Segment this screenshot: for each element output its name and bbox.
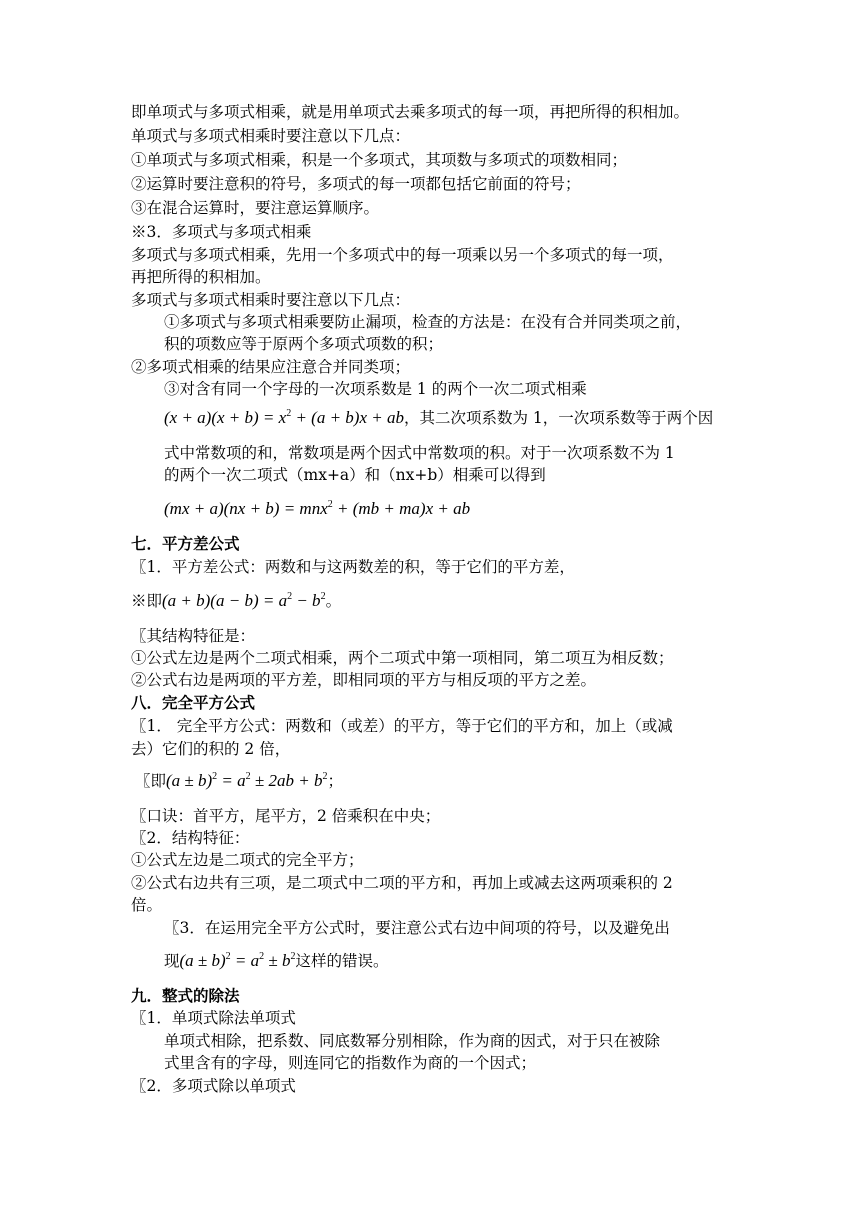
text-line: 多项式与多项式相乘，先用一个多项式中的每一项乘以另一个多项式的每一项， bbox=[131, 246, 674, 264]
formula-line: ※即$(a + b)(a - b) = a^2 - b^2$。 bbox=[131, 591, 342, 610]
formula-common-error: $(a \pm b)^2 = a^2 \pm b^2$ bbox=[179, 951, 296, 970]
text-line: 即单项式与多项式相乘，就是用单项式去乘多项式的每一项，再把所得的积相加。 bbox=[131, 103, 690, 121]
formula-general-binomial-product: (mx + a)(nx + b) = mnx$^2$ + (mb + ma)x + ab bbox=[164, 499, 471, 518]
formula-line: 现$(a \pm b)^2 = a^2 \pm b^2$这样的错误。 bbox=[164, 951, 389, 970]
text-line: 单项式相除，把系数、同底数幂分别相除，作为商的因式，对于只在被除 bbox=[164, 1032, 661, 1050]
text-line: 再把所得的积相加。 bbox=[131, 268, 271, 286]
text-line: 去）它们的积的 2 倍， bbox=[131, 740, 291, 758]
formula-difference-of-squares: $(a + b)(a - b) = a^2 - b^2$ bbox=[162, 591, 326, 610]
text-line: 积的项数应等于原两个多项式项数的积； bbox=[164, 335, 444, 353]
text-line: 〖2．多项式除以单项式 bbox=[131, 1077, 296, 1095]
formula-binomial-product: $(x + a)(x + b) = x^2 + (a + b)x$ + ab bbox=[164, 408, 404, 427]
text-line: ②公式右边是两项的平方差，即相同项的平方与相反项的平方之差。 bbox=[131, 671, 597, 689]
formula-line: $(x + a)(x + b) = x^2 + (a + b)x$ + ab，其二次项系数为 1，一次项系数等于两个因 bbox=[164, 408, 714, 427]
text-line: 〖口诀：首平方，尾平方，2 倍乘积在中央； bbox=[131, 807, 441, 825]
text-line: ②运算时要注意积的符号，多项式的每一项都包括它前面的符号； bbox=[131, 175, 581, 193]
text-line: ①公式左边是二项式的完全平方； bbox=[131, 851, 364, 869]
text-line: 〖3．在运用完全平方公式时，要注意公式右边中间项的符号，以及避免出 bbox=[164, 919, 670, 937]
formula-line bbox=[164, 498, 470, 520]
text-line: 多项式与多项式相乘时要注意以下几点： bbox=[131, 291, 411, 309]
text-line: ③在混合运算时，要注意运算顺序。 bbox=[131, 199, 380, 217]
text-line: ①单项式与多项式相乘，积是一个多项式，其项数与多项式的项数相同； bbox=[131, 151, 628, 169]
formula-perfect-square: $(a \pm b)^2 = a^2 \pm 2ab + b^2$ bbox=[166, 771, 328, 790]
text-line: 倍。 bbox=[131, 896, 163, 914]
section-heading: 八．完全平方公式 bbox=[131, 693, 256, 712]
text-line: 的两个一次二项式（mx+a）和（nx+b）相乘可以得到 bbox=[164, 466, 546, 484]
text-line: 〖1． 完全平方公式：两数和（或差）的平方，等于它们的平方和，加上（或减 bbox=[131, 717, 673, 735]
text-line: 单项式与多项式相乘时要注意以下几点： bbox=[131, 127, 411, 145]
text-line: ①多项式与多项式相乘要防止漏项，检查的方法是：在没有合并同类项之前， bbox=[164, 313, 692, 331]
section-heading: 七．平方差公式 bbox=[131, 534, 240, 553]
text-line: 式中常数项的和，常数项是两个因式中常数项的积。对于一次项系数不为 1 bbox=[164, 444, 675, 462]
text-line: 〖其结构特征是： bbox=[131, 627, 256, 645]
text-line: ②公式右边共有三项，是二项式中二项的平方和，再加上或减去这两项乘积的 2 bbox=[131, 874, 673, 892]
text-line: 〖2．结构特征： bbox=[131, 829, 250, 847]
text-line: 〖1．单项式除法单项式 bbox=[131, 1009, 296, 1027]
text-line: ③对含有同一个字母的一次项系数是 1 的两个一次二项式相乘 bbox=[164, 380, 587, 398]
text-line: ①公式左边是两个二项式相乘，两个二项式中第一项相同，第二项互为相反数； bbox=[131, 649, 674, 667]
formula-line: 〖即$(a \pm b)^2 = a^2 \pm 2ab + b^2$； bbox=[135, 771, 343, 790]
section-heading: ※3．多项式与多项式相乘 bbox=[131, 223, 312, 241]
text-line: 式里含有的字母，则连同它的指数作为商的一个因式； bbox=[164, 1054, 537, 1072]
section-heading: 九．整式的除法 bbox=[131, 986, 240, 1005]
text-line: 〖1．平方差公式：两数和与这两数差的积，等于它们的平方差， bbox=[131, 558, 575, 576]
text-line: ②多项式相乘的结果应注意合并同类项； bbox=[131, 358, 411, 376]
